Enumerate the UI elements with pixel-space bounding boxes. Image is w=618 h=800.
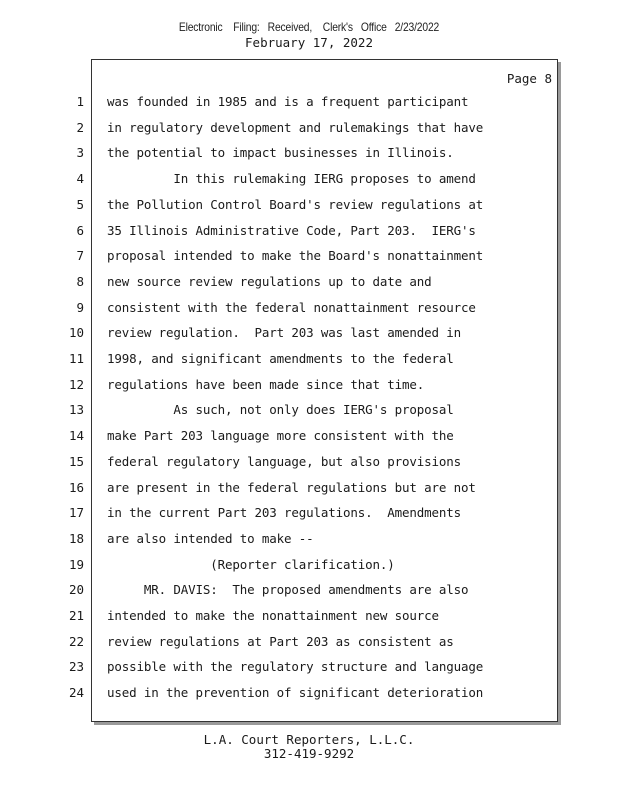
line-number: 13 (68, 402, 84, 417)
transcript-line-text: 35 Illinois Administrative Code, Part 203. IERG's (107, 223, 476, 238)
line-number: 6 (76, 223, 84, 238)
line-number: 10 (68, 325, 84, 340)
line-number: 12 (68, 377, 84, 392)
transcript-line-text: are present in the federal regulations but are not (107, 480, 476, 495)
line-number: 2 (76, 120, 84, 135)
transcript-line-text: MR. DAVIS: The proposed amendments are also (107, 582, 469, 597)
line-number: 9 (76, 300, 84, 315)
transcript-line-text: the potential to impact businesses in Illinois. (107, 145, 454, 160)
line-number: 7 (76, 248, 84, 263)
transcript-line-text: proposal intended to make the Board's nonattainment (107, 248, 484, 263)
transcript-line-text: new source review regulations up to date and (107, 274, 432, 289)
line-number: 15 (68, 454, 84, 469)
reporter-company: L.A. Court Reporters, L.L.C. (203, 732, 415, 747)
line-number: 16 (68, 480, 84, 495)
transcript-line-text: regulations have been made since that time. (107, 377, 425, 392)
electronic-filing-stamp: Electronic Filing: Received, Clerk's Office 2/23/2022 (178, 20, 440, 34)
transcript-line-text: used in the prevention of significant deterioration (107, 685, 484, 700)
line-number: 22 (68, 634, 84, 649)
line-number: 17 (68, 505, 84, 520)
line-number: 5 (76, 197, 84, 212)
transcript-date: February 17, 2022 (245, 35, 373, 50)
reporter-footer (0, 733, 618, 761)
transcript-line-text: make Part 203 language more consistent with the (107, 428, 454, 443)
transcript-line-text: federal regulatory language, but also provisions (107, 454, 462, 469)
page-number: Page 8 (506, 71, 552, 86)
line-number: 4 (76, 171, 84, 186)
transcript-line-text: intended to make the nonattainment new source (107, 608, 439, 623)
line-number: 1 (76, 94, 84, 109)
transcript-line-text: consistent with the federal nonattainment resource (107, 300, 476, 315)
line-number: 21 (68, 608, 84, 623)
transcript-line-text: In this rulemaking IERG proposes to amend (107, 171, 476, 186)
transcript-line-text: review regulations at Part 203 as consistent as (107, 634, 454, 649)
transcript-line-text: 1998, and significant amendments to the federal (107, 351, 454, 366)
line-number: 14 (68, 428, 84, 443)
reporter-phone: 312-419-9292 (263, 746, 355, 761)
line-number: 23 (68, 659, 84, 674)
transcript-line-text: (Reporter clarification.) (107, 557, 395, 572)
line-number: 3 (76, 145, 84, 160)
transcript-line-text: are also intended to make -- (107, 531, 314, 546)
line-number: 20 (68, 582, 84, 597)
line-number: 19 (68, 557, 84, 572)
transcript-line-text: review regulation. Part 203 was last amended in (107, 325, 462, 340)
transcript-line-text: in the current Part 203 regulations. Amendments (107, 505, 462, 520)
transcript-line-text: in regulatory development and rulemakings that have (107, 120, 484, 135)
line-number: 24 (68, 685, 84, 700)
line-number: 11 (68, 351, 84, 366)
line-number: 18 (68, 531, 84, 546)
transcript-line-text: possible with the regulatory structure and language (107, 659, 484, 674)
line-number: 8 (76, 274, 84, 289)
transcript-line-text: As such, not only does IERG's proposal (107, 402, 454, 417)
transcript-line-text: was founded in 1985 and is a frequent participant (107, 94, 469, 109)
transcript-line-text: the Pollution Control Board's review regulations at (107, 197, 484, 212)
